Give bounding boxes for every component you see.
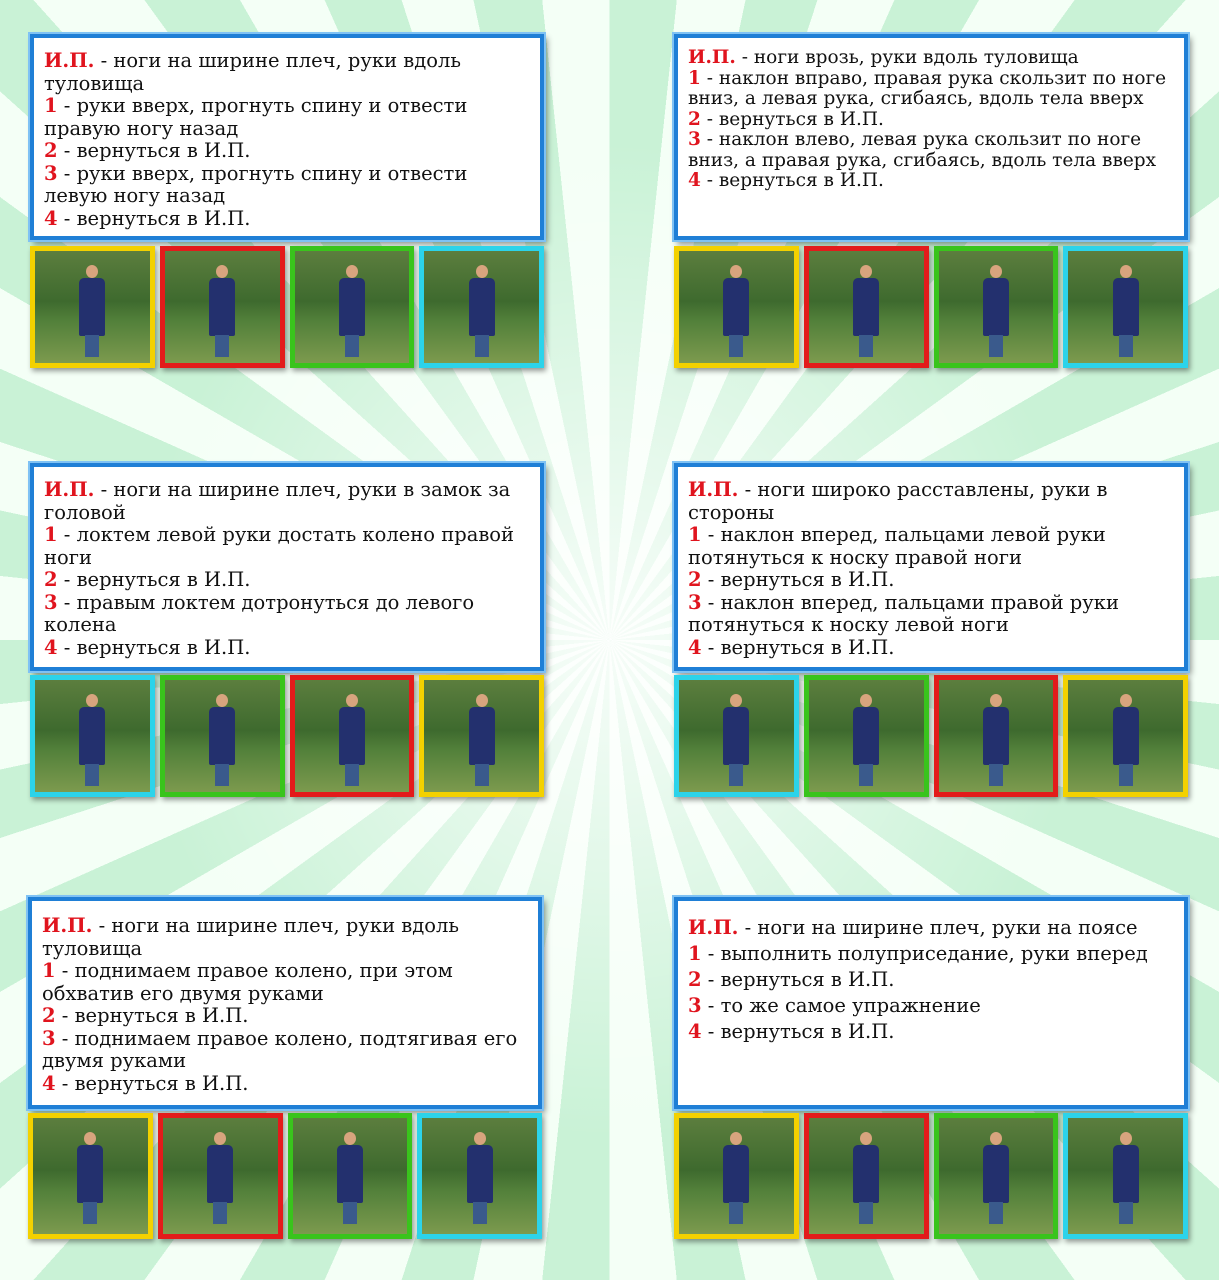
step-label: 1 [688,942,702,965]
step-label: 3 [44,161,58,185]
step-label: И.П. [688,916,739,939]
exercise-photo [804,246,929,368]
step-text: - правым локтем дотронуться до левого колена [44,590,475,636]
step-label: 2 [688,108,701,130]
exercise-photo [419,246,544,368]
instruction-box [674,34,1188,240]
step-1-line [688,69,1174,110]
photo-strip [30,675,544,797]
step-text: - ноги широко расставлены, руки в стороны [688,478,1108,524]
exercise-photo [674,675,799,797]
step-text: - наклон вправо, правая рука скользит по ноге вниз, а левая рука, сгибаясь, вдоль тела вверх [688,67,1167,109]
step-label: 1 [44,523,58,546]
step-text: - вернуться в И.П. [701,1020,895,1043]
exercise-photo [674,1113,799,1239]
exercise-photo [160,246,285,368]
exercise-photo [419,675,544,797]
exercise-photo [158,1113,283,1239]
step-4-line [688,637,1174,660]
exercise-photo [290,246,415,368]
step-text: - ноги на ширине плеч, руки вдоль туловища [42,914,459,960]
step-1-line [688,941,1174,967]
step-2-line [688,569,1174,592]
step-label: 4 [42,1071,56,1095]
photo-strip [674,1113,1188,1239]
step-4-line [688,1019,1174,1045]
step-label: И.П. [688,478,739,501]
step-2-line [44,569,530,592]
step-label: 4 [688,170,701,191]
step-label: 1 [688,523,702,546]
step-label: И.П. [688,47,736,68]
step-text: - наклон влево, левая рука скользит по ноге вниз, а правая рука, сгибаясь, вдоль тела вверх [688,129,1157,171]
step-text: - вернуться в И.П. [55,1071,249,1095]
step-text: - вернуться в И.П. [55,1004,249,1027]
step-3-line [44,592,530,637]
step-label: 4 [44,635,58,659]
step-text: - ноги на ширине плеч, руки в замок за головой [44,478,511,524]
instruction-box [674,897,1188,1109]
exercise-photo [160,675,285,797]
step-2-line [688,967,1174,993]
step-label: 1 [44,94,58,117]
step-2-line [44,140,530,163]
exercise-photo [30,246,155,368]
step-label: 3 [688,994,702,1017]
step-text: - вернуться в И.П. [700,108,884,130]
step-label: 2 [44,139,58,162]
step-label: 3 [42,1026,56,1050]
step-1-line [44,95,530,140]
step-label: 2 [688,968,702,991]
step-text: - вернуться в И.П. [700,170,884,191]
step-text: - вернуться в И.П. [701,635,895,659]
photo-strip [30,246,544,368]
step-4-line [44,208,530,231]
instruction-box [28,897,542,1109]
step-text: - поднимаем правое колено, подтягивая его двумя руками [42,1026,518,1072]
step-text: - вернуться в И.П. [57,206,251,230]
exercise-photo [30,675,155,797]
exercise-photo [804,675,929,797]
instruction-box [674,463,1188,671]
step-label: И.П. [44,478,95,501]
step-label: 3 [688,129,701,150]
start-position-line [688,915,1174,941]
step-1-line [42,960,528,1005]
step-1-line [44,524,530,569]
step-text: - локтем левой руки достать колено правой ноги [44,523,515,569]
step-text: - выполнить полуприседание, руки вперед [701,942,1148,965]
step-label: 4 [688,1020,702,1043]
exercise-photo [934,675,1059,797]
step-1-line [688,524,1174,569]
step-label: И.П. [44,49,95,72]
exercise-photo [1063,246,1188,368]
step-text: - наклон вперед, пальцами левой руки потянуться к носку правой ноги [688,523,1106,569]
exercise-photo [417,1113,542,1239]
start-position-line [44,50,530,95]
exercise-photo [934,246,1059,368]
step-text: - ноги на ширине плеч, руки вдоль туловища [44,49,461,95]
step-label: 2 [688,568,702,591]
step-text: - ноги на ширине плеч, руки на поясе [738,916,1138,939]
step-label: 3 [44,590,58,614]
step-4-line [688,171,1174,192]
step-text: - вернуться в И.П. [57,568,251,591]
step-text: - руки вверх, прогнуть спину и отвести правую ногу назад [44,94,468,140]
step-text: - вернуться в И.П. [57,635,251,659]
step-3-line [44,163,530,208]
step-label: 4 [688,635,702,659]
exercise-photo [290,675,415,797]
step-label: 2 [42,1004,56,1027]
photo-strip [674,675,1188,797]
step-label: 1 [688,67,701,89]
step-text: - то же самое упражнение [701,994,981,1017]
step-4-line [42,1073,528,1096]
exercise-photo [1063,675,1188,797]
step-3-line [688,130,1174,171]
step-text: - поднимаем правое колено, при этом обхватив его двумя руками [42,959,453,1005]
step-text: - вернуться в И.П. [701,968,895,991]
step-label: 2 [44,568,58,591]
photo-strip [674,246,1188,368]
exercise-photo [28,1113,153,1239]
step-2-line [688,110,1174,131]
step-4-line [44,637,530,660]
instruction-box [30,463,544,671]
exercise-photo [1063,1113,1188,1239]
exercise-photo [804,1113,929,1239]
exercise-photo [934,1113,1059,1239]
step-2-line [42,1005,528,1028]
step-text: - наклон вперед, пальцами правой руки потянуться к носку левой ноги [688,590,1119,636]
step-text: - вернуться в И.П. [57,139,251,162]
step-label: И.П. [42,914,93,937]
step-3-line [42,1028,528,1073]
step-3-line [688,592,1174,637]
step-label: 4 [44,206,58,230]
start-position-line [44,479,530,524]
step-text: - ноги врозь, руки вдоль туловища [735,47,1079,68]
step-label: 3 [688,590,702,614]
exercise-photo [288,1113,413,1239]
step-text: - руки вверх, прогнуть спину и отвести левую ногу назад [44,161,468,207]
instruction-box [30,34,544,240]
start-position-line [42,915,528,960]
start-position-line [688,48,1174,69]
step-text: - вернуться в И.П. [701,568,895,591]
exercise-photo [674,246,799,368]
start-position-line [688,479,1174,524]
step-3-line [688,993,1174,1019]
photo-strip [28,1113,542,1239]
step-label: 1 [42,959,56,982]
